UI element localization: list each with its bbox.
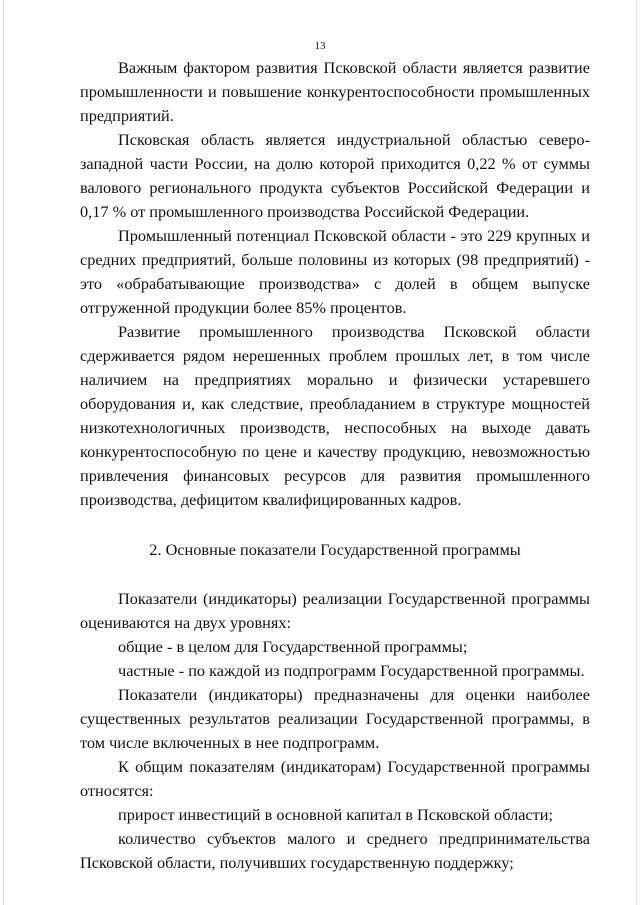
section-heading: 2. Основные показатели Государственной программы xyxy=(149,540,521,559)
list-item: частные - по каждой из подпрограмм Государственной программы. xyxy=(118,661,585,680)
list-item: общие - в целом для Государственной программы; xyxy=(118,637,468,656)
paragraph: Показатели (индикаторы) предназначены для оценки наиболее существенных результатов реализации Государственной программы, в том числе включенных в нее подпрограмм. xyxy=(80,685,590,752)
paragraph: Развитие промышленного производства Псковской области сдерживается рядом нерешенных проблем прошлых лет, в том числе наличием на предприятиях морально и физически устаревшего оборудования и, как следствие, преобладанием в структуре мощностей низкотехнологичных производств, неспособных на выходе давать конкурентоспособную по цене и качеству продукцию, невозможностью привлечения финансовых ресурсов для развития промышленного производства, дефицитом квалифицированных кадров. xyxy=(80,322,590,509)
paragraph: Важным фактором развития Псковской области является развитие промышленности и повышение конкурентоспособности промышленных предприятий. xyxy=(80,58,590,125)
scan-edge-right xyxy=(636,0,637,905)
page-number: 13 xyxy=(314,40,326,52)
list-item: прирост инвестиций в основной капитал в Псковской области; xyxy=(118,805,554,824)
list-item: количество субъектов малого и среднего предпринимательства Псковской области, получивших государственную поддержку; xyxy=(80,829,590,872)
scan-edge-left xyxy=(3,0,4,905)
paragraph: К общим показателям (индикаторам) Государственной программы относятся: xyxy=(80,757,590,800)
document-body xyxy=(80,56,590,875)
paragraph: Псковская область является индустриальной областью северо-западной части России, на долю которой приходится 0,22 % от суммы валового регионального продукта субъектов Российской Федерации и 0,17 % от промышленного производства Российской Федерации. xyxy=(80,130,590,221)
paragraph: Показатели (индикаторы) реализации Государственной программы оцениваются на двух уровнях: xyxy=(80,589,590,632)
paragraph: Промышленный потенциал Псковской области - это 229 крупных и средних предприятий, больше половины из которых (98 предприятий) - это «обрабатывающие производства» с долей в общем выпуске отгруженной продукции более 85% процентов. xyxy=(80,226,590,317)
